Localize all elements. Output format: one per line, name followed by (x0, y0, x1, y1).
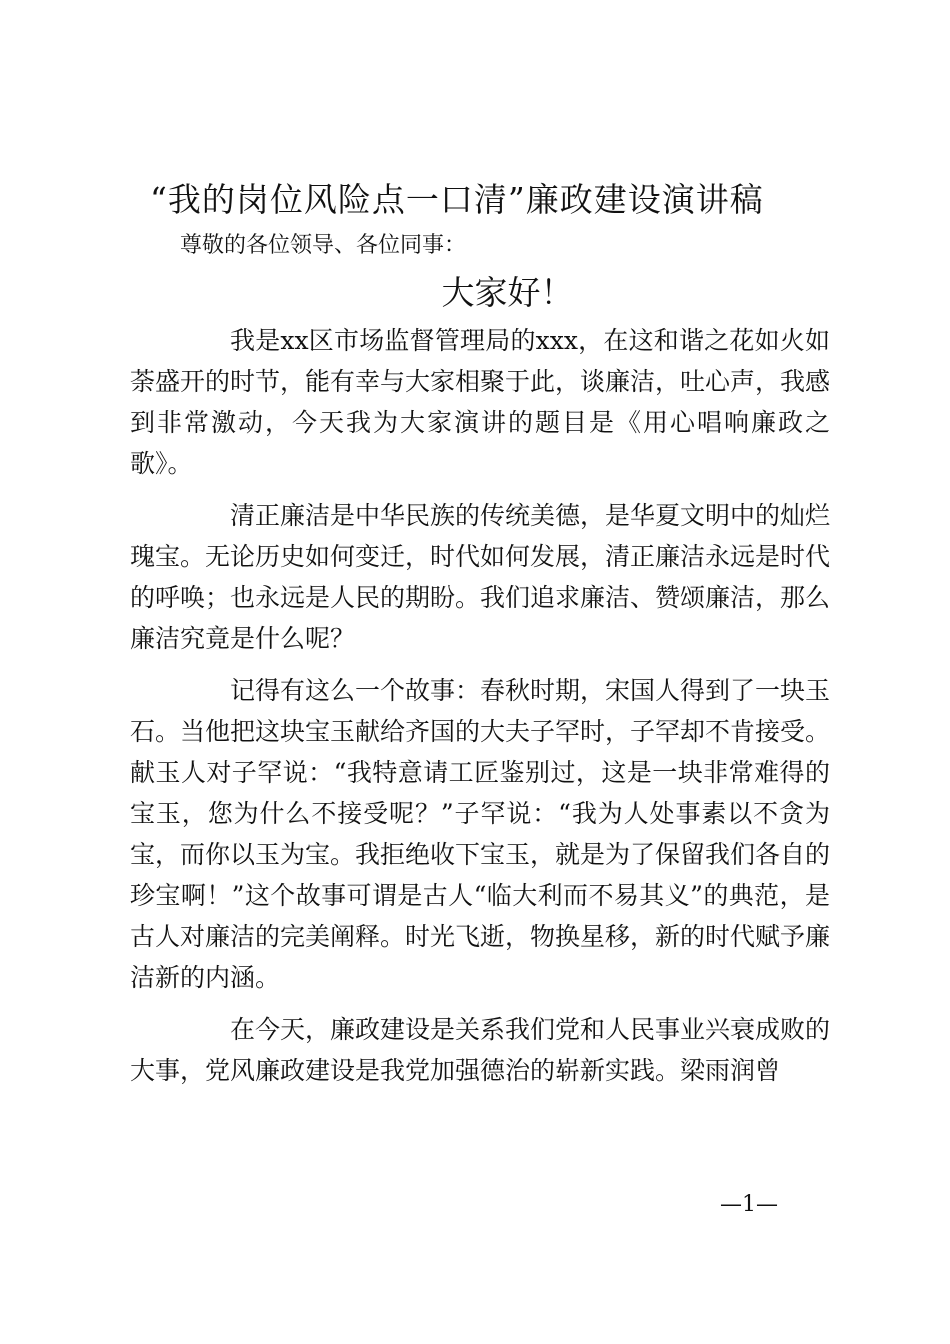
salutation: 尊敬的各位领导、各位同事： (180, 233, 467, 258)
paragraph: 清正廉洁是中华民族的传统美德，是华夏文明中的灿烂瑰宝。无论历史如何变迁，时代如何发展，清正廉洁永远是时代的呼唤；也永远是人民的期盼。我们追求廉洁、赞颂廉洁，那么廉洁究竟是什么呢？ (130, 501, 831, 653)
paragraph: 在今天，廉政建设是关系我们党和人民事业兴衰成败的大事，党风廉政建设是我党加强德治的崭新实践。梁雨润曾 (130, 1015, 831, 1085)
paragraph: 我是xx区市场监督管理局的xxx，在这和谐之花如火如荼盛开的时节，能有幸与大家相聚于此，谈廉洁，吐心声，我感到非常激动，今天我为大家演讲的题目是《用心唱响廉政之歌》。 (130, 326, 831, 478)
greeting: 大家好！ (441, 273, 574, 312)
document-title: “我的岗位风险点一口清”廉政建设演讲稿 (150, 180, 764, 219)
document-body (130, 320, 830, 1102)
paragraph: 记得有这么一个故事：春秋时期，宋国人得到了一块玉石。当他把这块宝玉献给齐国的大夫子罕时，子罕却不肯接受。献玉人对子罕说：“我特意请工匠鉴别过，这是一块非常难得的宝玉，您为什么不接受呢？”子罕说：“我为人处事素以不贪为宝，而你以玉为宝。我拒绝收下宝玉，就是为了保留我们各自的珍宝啊！”这个故事可谓是古人“临大利而不易其义”的典范，是古人对廉洁的完美阐释。时光飞逝，物换星移，新的时代赋予廉洁新的内涵。 (130, 676, 831, 992)
page-number: —1— (720, 1192, 778, 1217)
